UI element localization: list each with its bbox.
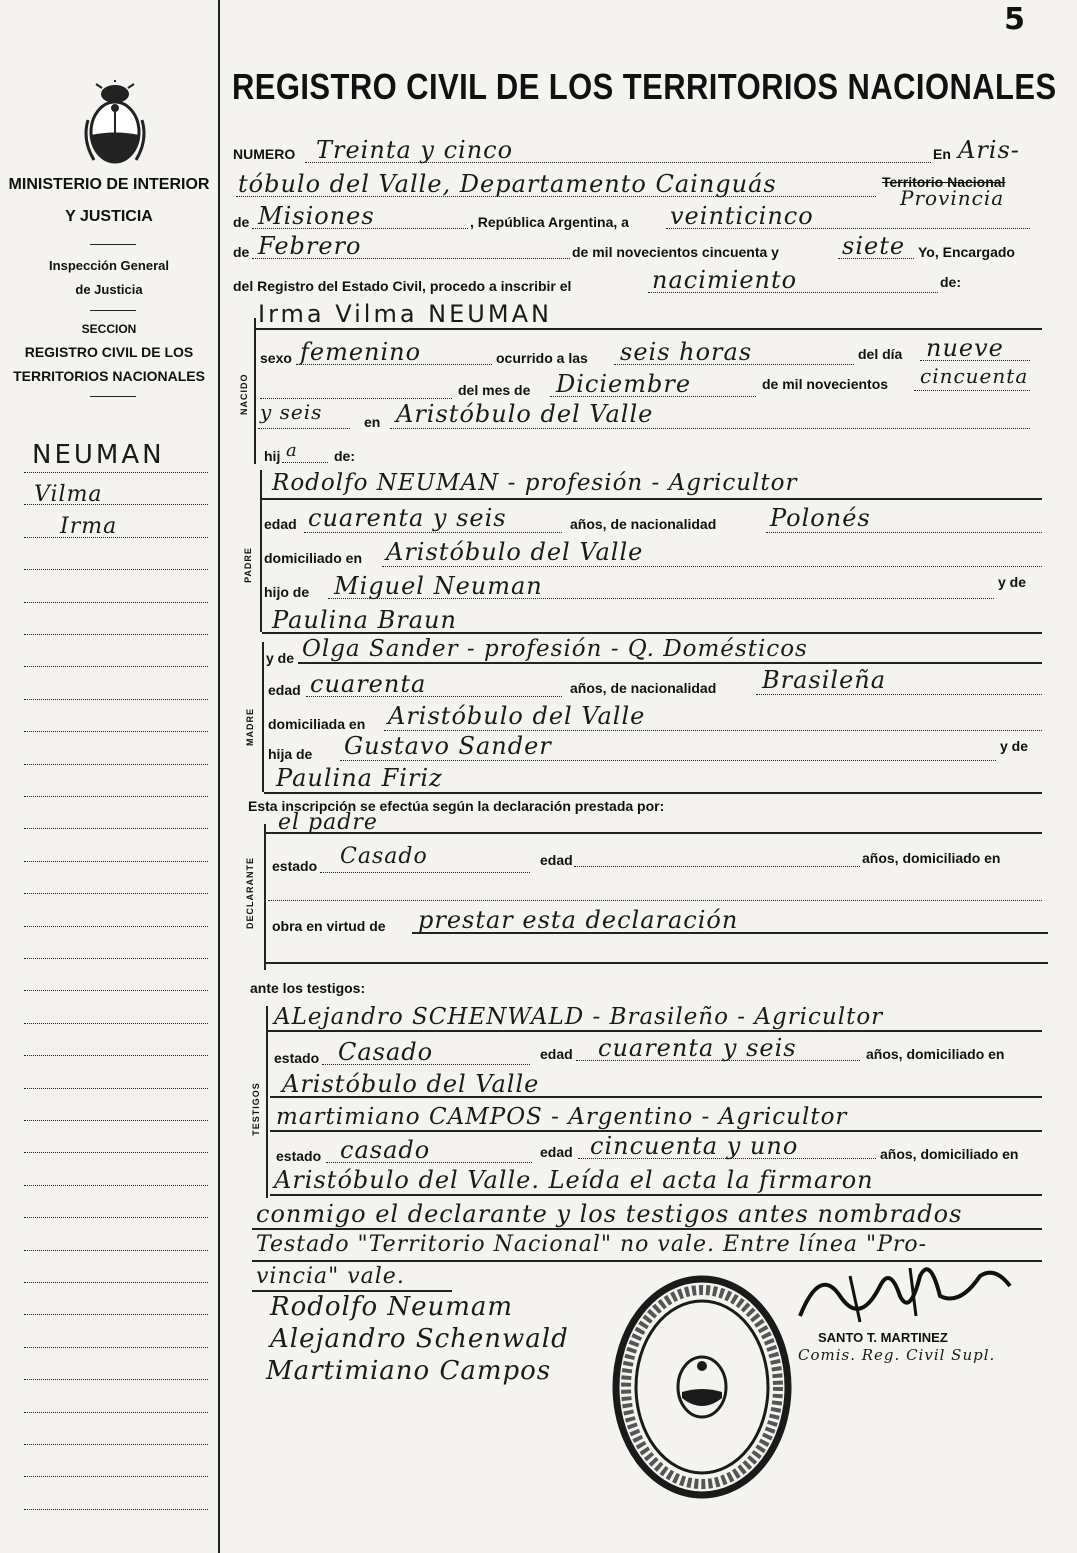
dia-value: nueve xyxy=(926,334,1004,362)
hij-value: a xyxy=(286,440,298,461)
place-value: tóbulo del Valle, Departamento Cainguás xyxy=(238,170,777,198)
official-stamp-icon xyxy=(612,1274,792,1500)
closing-line1: Aristóbulo del Valle. Leída el acta la firmaron xyxy=(274,1166,874,1194)
yo-label: Yo, Encargado xyxy=(918,244,1015,260)
margin-dotted-line xyxy=(24,1412,208,1413)
numero-value: Treinta y cinco xyxy=(316,136,514,164)
section-line3: TERRITORIOS NACIONALES xyxy=(13,368,205,384)
testigo2-edad-label: edad xyxy=(540,1144,573,1160)
margin-dotted-line xyxy=(24,1023,208,1024)
inspection-line1: Inspección General xyxy=(49,258,169,273)
testigo1-domicilio-label: años, domiciliado en xyxy=(866,1046,1005,1062)
madre-hija-label: hija de xyxy=(268,746,313,762)
testigo2-edad-value: cincuenta y uno xyxy=(590,1132,799,1160)
inspection-line2: de Justicia xyxy=(75,282,143,297)
ministry-line2: Y JUSTICIA xyxy=(65,208,153,225)
dia-label: del día xyxy=(858,346,903,362)
republica-label: , República Argentina, a xyxy=(470,214,629,230)
mes-label: del mes de xyxy=(458,382,531,398)
testigos-label: TESTIGOS xyxy=(251,1082,261,1136)
margin-dotted-line xyxy=(24,990,208,991)
testigo1-edad-label: edad xyxy=(540,1046,573,1062)
madre-y-de-label-2: y de xyxy=(1000,738,1029,754)
declarante-name-value: el padre xyxy=(278,810,378,835)
madre-edad-label: edad xyxy=(268,682,301,698)
mes-value: Diciembre xyxy=(556,370,692,398)
hora-value: seis horas xyxy=(620,338,753,366)
divider xyxy=(90,244,136,245)
margin-dotted-line xyxy=(24,1282,208,1283)
margin-dotted-line xyxy=(24,1444,208,1445)
padre-madre-value: Paulina Braun xyxy=(272,606,457,634)
declarante-bracket xyxy=(264,824,266,970)
margin-dotted-line xyxy=(24,1055,208,1056)
padre-anios-label: años, de nacionalidad xyxy=(570,516,717,532)
margin-dotted-line xyxy=(24,893,208,894)
padre-edad-label: edad xyxy=(264,516,297,532)
declarante-estado-label: estado xyxy=(272,858,318,874)
closing-line4: vincia" vale. xyxy=(256,1264,405,1289)
year-label: de mil novecientos cincuenta y xyxy=(572,244,779,260)
declarante-label: DECLARANTE xyxy=(245,857,255,929)
madre-nacionalidad-value: Brasileña xyxy=(762,666,887,694)
declarante-edad-label: edad xyxy=(540,852,573,868)
anio-value2: y seis xyxy=(260,400,323,424)
margin-dotted-line xyxy=(24,504,208,505)
margin-dotted-line xyxy=(24,796,208,797)
declarante-domicilio-label: años, domiciliado en xyxy=(862,850,1001,866)
de-colon: de: xyxy=(940,274,961,290)
nacido-bracket xyxy=(254,318,256,464)
sidebar xyxy=(0,0,220,1553)
margin-dotted-line xyxy=(24,861,208,862)
margin-dotted-line xyxy=(24,472,208,473)
de-label-2: de xyxy=(233,244,250,260)
padre-hijo-label: hijo de xyxy=(264,584,310,600)
officer-title: Comis. Reg. Civil Supl. xyxy=(798,1346,996,1364)
madre-name-value: Olga Sander - profesión - Q. Domésticos xyxy=(302,636,808,662)
madre-domicilio-label: domiciliada en xyxy=(268,716,366,732)
margin-dotted-line xyxy=(24,666,208,667)
padre-edad-value: cuarenta y seis xyxy=(308,504,507,532)
territorio-label: Territorio Nacional xyxy=(882,174,1006,190)
section-line1: SECCION xyxy=(81,322,137,336)
testigo1-domicilio-value: Aristóbulo del Valle xyxy=(282,1070,540,1098)
padre-name-value: Rodolfo NEUMAN - profesión - Agricultor xyxy=(272,470,798,496)
en-value: Aris- xyxy=(958,136,1020,164)
registro-label: del Registro del Estado Civil, procedo a inscribir el xyxy=(233,278,572,294)
padre-y-de-label: y de xyxy=(998,574,1027,590)
hij-label: hij xyxy=(264,448,281,464)
margin-dotted-line xyxy=(24,1476,208,1477)
margin-dotted-line xyxy=(24,764,208,765)
margin-dotted-line xyxy=(24,537,208,538)
signature-testigo1: Alejandro Schenwald xyxy=(270,1324,569,1354)
testigo2-estado-value: casado xyxy=(340,1136,431,1164)
day-value: veinticinco xyxy=(670,202,814,230)
month-value: Febrero xyxy=(258,232,362,260)
act-value: nacimiento xyxy=(652,266,798,294)
page-title: REGISTRO CIVIL DE LOS TERRITORIOS NACIONALES xyxy=(232,66,1057,107)
signature-declarante: Rodolfo Neumam xyxy=(270,1292,514,1322)
madre-label: MADRE xyxy=(245,708,255,746)
coat-of-arms-icon xyxy=(82,80,148,170)
madre-domicilio-value: Aristóbulo del Valle xyxy=(388,702,646,730)
madre-y-de-label: y de xyxy=(266,650,295,666)
margin-dotted-line xyxy=(24,1217,208,1218)
nacido-full-name: Irma Vilma NEUMAN xyxy=(258,300,552,328)
margin-dotted-line xyxy=(24,958,208,959)
nacido-de-label: de: xyxy=(334,448,355,464)
margin-dotted-line xyxy=(24,1120,208,1121)
margin-dotted-line xyxy=(24,1185,208,1186)
madre-madre-value: Paulina Firiz xyxy=(276,764,443,792)
sexo-label: sexo xyxy=(260,350,292,366)
madre-edad-value: cuarenta xyxy=(310,670,427,698)
closing-line3: Testado "Territorio Nacional" no vale. Entre línea "Pro- xyxy=(256,1232,928,1257)
provincia-value: Provincia xyxy=(900,186,1005,210)
officer-name: SANTO T. MARTINEZ xyxy=(818,1330,948,1345)
testigo1-estado-value: Casado xyxy=(338,1038,434,1066)
madre-anios-label: años, de nacionalidad xyxy=(570,680,717,696)
margin-name1: Vilma xyxy=(34,482,103,507)
margin-dotted-line xyxy=(24,569,208,570)
margin-dotted-line xyxy=(24,1250,208,1251)
padre-bracket xyxy=(260,470,262,632)
testigo2-domicilio-label: años, domiciliado en xyxy=(880,1146,1019,1162)
divider xyxy=(90,396,136,397)
margin-dotted-line xyxy=(24,1314,208,1315)
margin-dotted-line xyxy=(24,1509,208,1510)
testigo2-estado-label: estado xyxy=(276,1148,322,1164)
margin-name2: Irma xyxy=(60,514,118,539)
margin-dotted-line xyxy=(24,731,208,732)
declarante-obra-value: prestar esta declaración xyxy=(418,906,739,934)
margin-dotted-line xyxy=(24,1152,208,1153)
anio-value1: cincuenta xyxy=(920,364,1029,388)
declarante-intro: Esta inscripción se efectúa según la declaración prestada por: xyxy=(248,798,665,814)
margin-dotted-line xyxy=(24,926,208,927)
padre-label: PADRE xyxy=(243,547,253,583)
padre-nacionalidad-value: Polonés xyxy=(770,504,871,532)
margin-dotted-line xyxy=(24,1088,208,1089)
numero-label: NUMERO xyxy=(233,146,296,162)
testigo1-edad-value: cuarenta y seis xyxy=(598,1034,797,1062)
margin-dotted-line xyxy=(24,1347,208,1348)
en-label: En xyxy=(933,146,951,162)
declarante-obra-label: obra en virtud de xyxy=(272,918,386,934)
closing-line2: conmigo el declarante y los testigos antes nombrados xyxy=(256,1200,963,1228)
sexo-value: femenino xyxy=(300,338,422,366)
margin-dotted-line xyxy=(24,602,208,603)
madre-bracket xyxy=(262,642,264,792)
padre-hijo-value: Miguel Neuman xyxy=(334,572,543,600)
year-value: siete xyxy=(842,232,906,260)
province-value: Misiones xyxy=(258,202,375,230)
padre-domicilio-label: domiciliado en xyxy=(264,550,363,566)
nacido-label: NACIDO xyxy=(239,373,249,415)
padre-domicilio-value: Aristóbulo del Valle xyxy=(386,538,644,566)
ministry-line1: MINISTERIO DE INTERIOR xyxy=(8,176,210,193)
signature-testigo2: Martimiano Campos xyxy=(266,1356,552,1386)
margin-dotted-line xyxy=(24,1379,208,1380)
margin-dotted-line xyxy=(24,828,208,829)
margin-dotted-line xyxy=(24,699,208,700)
nacido-en-label: en xyxy=(364,414,381,430)
madre-hija-value: Gustavo Sander xyxy=(344,732,552,760)
testigo2-name: martimiano CAMPOS - Argentino - Agricultor xyxy=(276,1104,848,1130)
margin-dotted-line xyxy=(24,634,208,635)
ocurrido-label: ocurrido a las xyxy=(496,350,588,366)
testigos-intro: ante los testigos: xyxy=(250,980,366,996)
page-number: 5 xyxy=(1004,2,1025,37)
mil-label: de mil novecientos xyxy=(762,376,889,392)
section-line2: REGISTRO CIVIL DE LOS xyxy=(24,344,194,360)
officer-signature-icon xyxy=(790,1256,1020,1332)
testigos-bracket xyxy=(266,1006,268,1198)
testigo1-estado-label: estado xyxy=(274,1050,320,1066)
declarante-estado-value: Casado xyxy=(340,844,428,869)
margin-surname: NEUMAN xyxy=(32,440,165,470)
divider xyxy=(90,310,136,311)
de-label: de xyxy=(233,214,250,230)
lugar-value: Aristóbulo del Valle xyxy=(396,400,654,428)
testigo1-name: ALejandro SCHENWALD - Brasileño - Agricultor xyxy=(274,1004,884,1030)
